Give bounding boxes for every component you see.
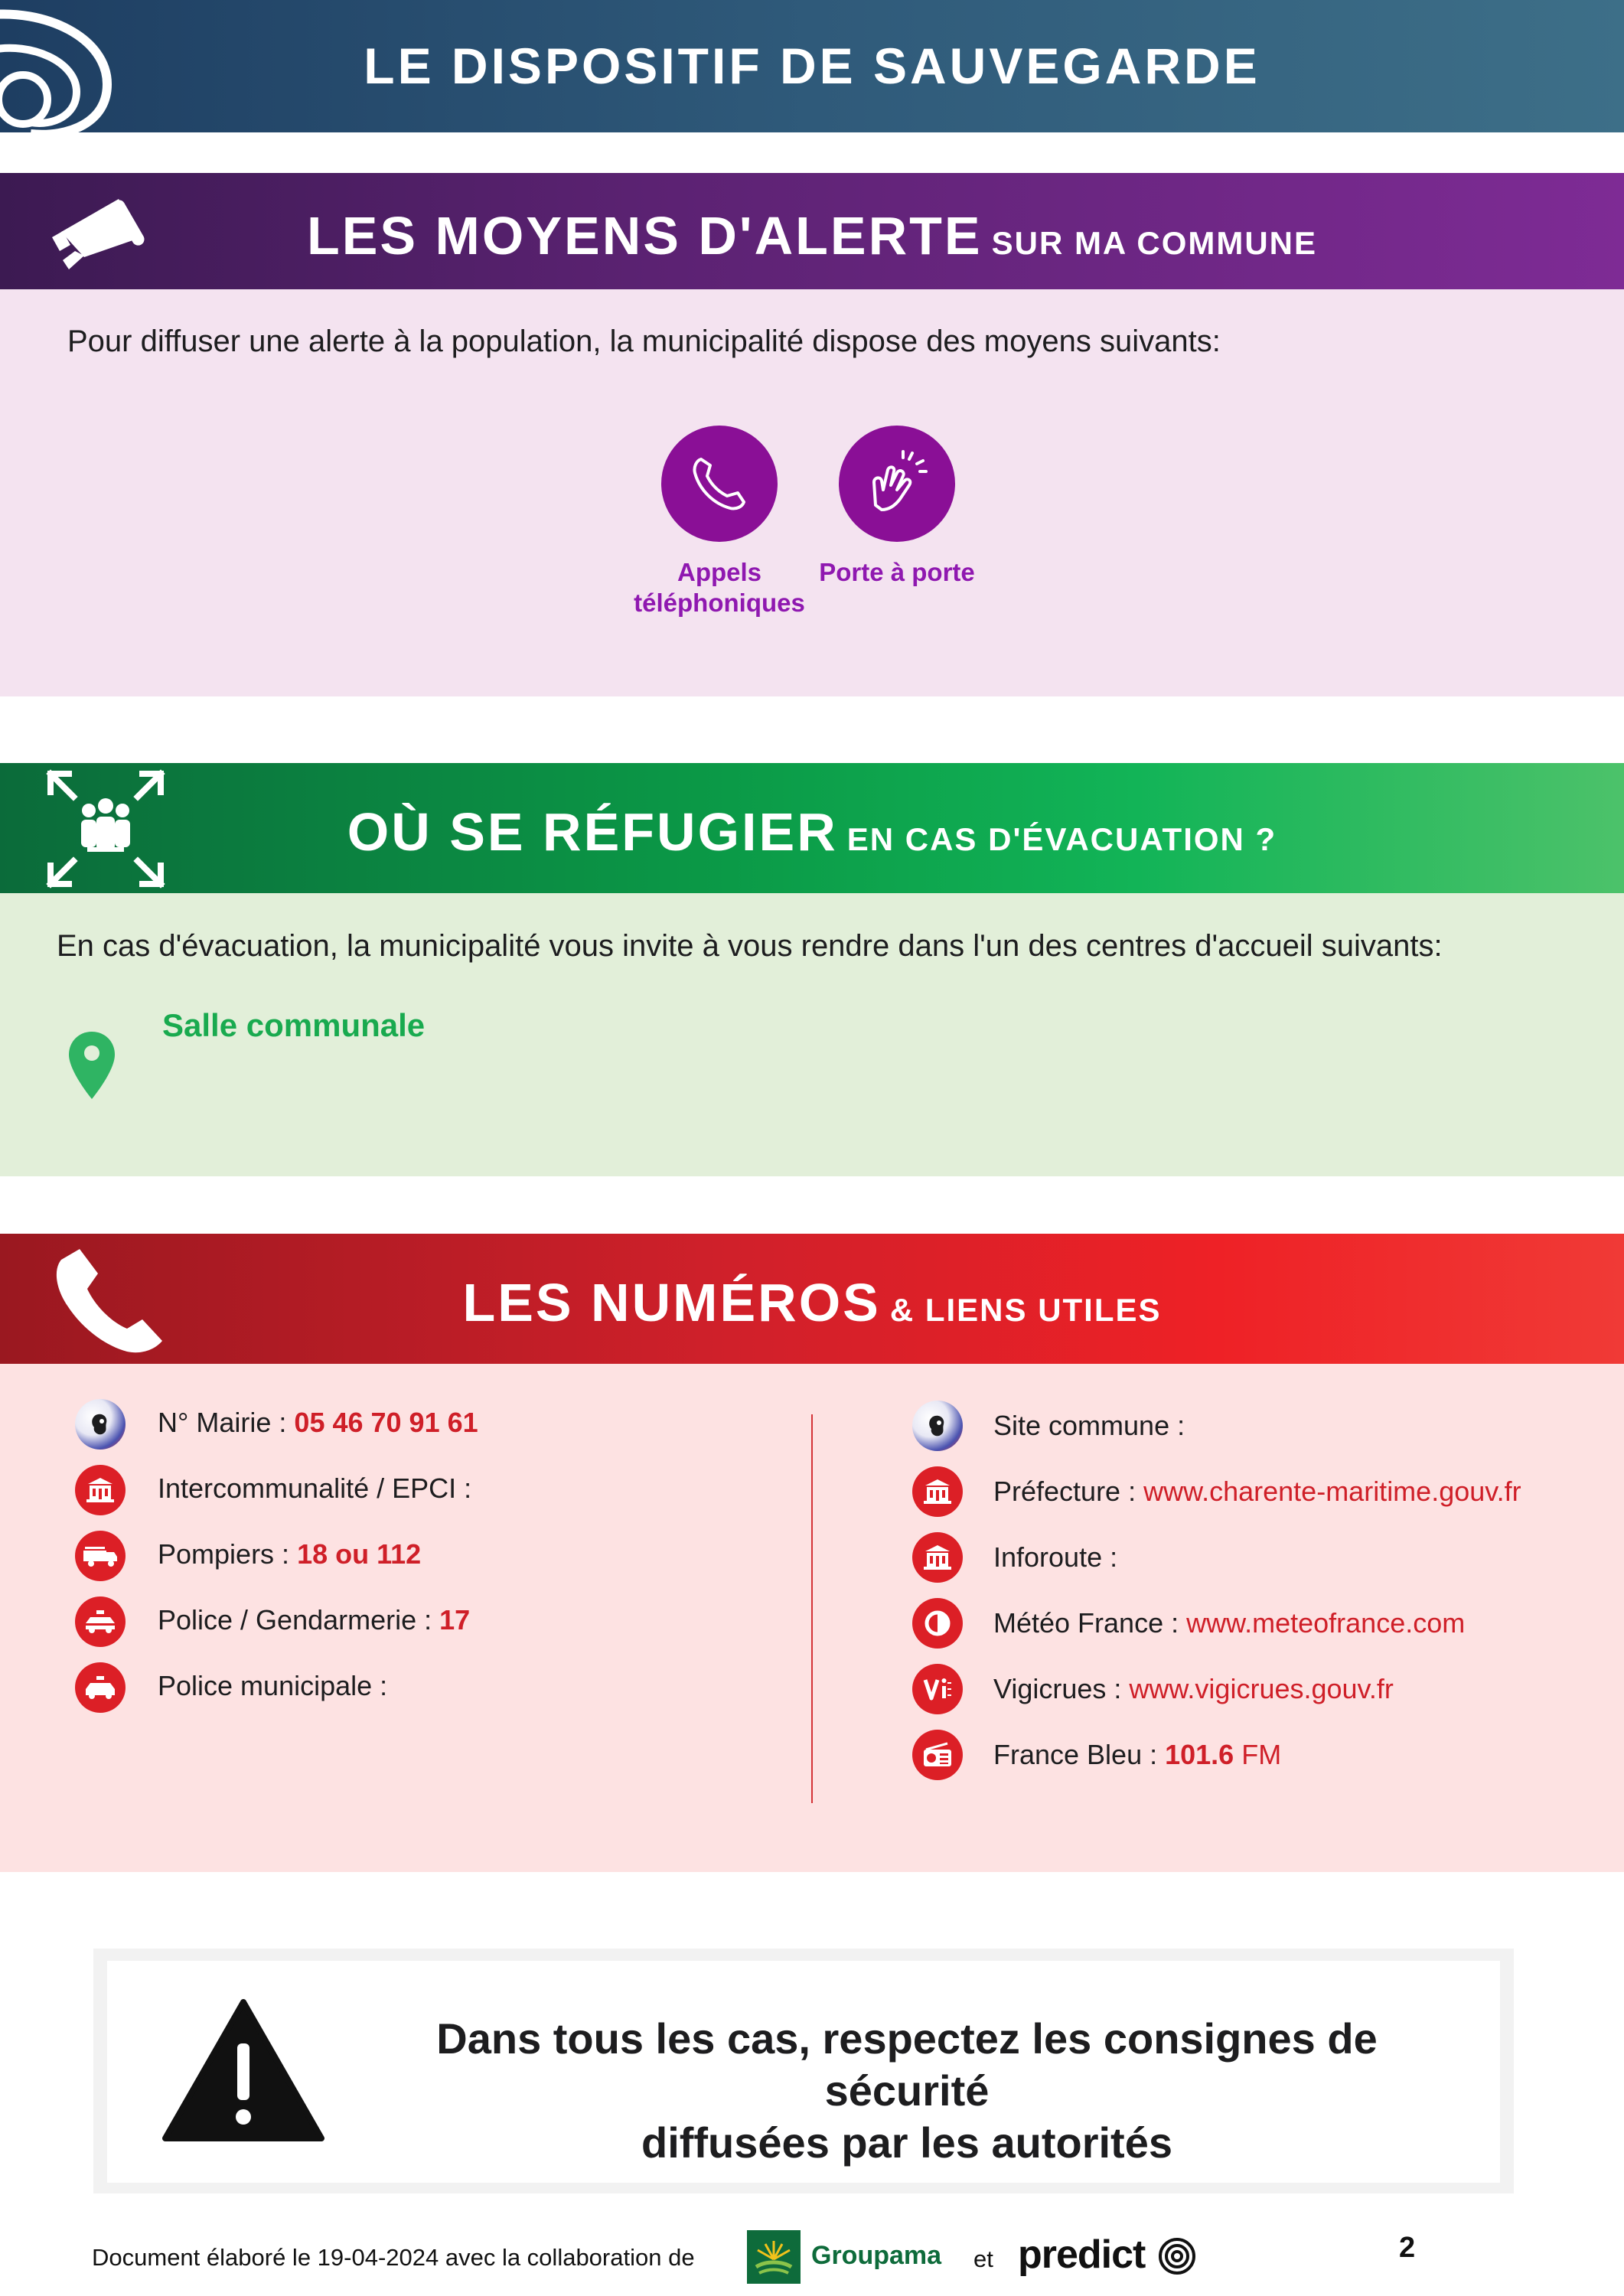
footer-and: et	[973, 2245, 993, 2272]
numbers-section-header	[0, 1234, 1624, 1364]
row-pompiers-value: 18 ou 112	[297, 1538, 422, 1570]
municipal-police-car-icon	[75, 1662, 126, 1713]
row-police-municipale-label: Police municipale :	[158, 1670, 388, 1701]
means-door-label-line1: Porte à porte	[819, 558, 975, 586]
refuge-subtitle: EN CAS D'ÉVACUATION ?	[846, 821, 1277, 857]
column-divider	[811, 1414, 813, 1803]
numbers-subtitle: & LIENS UTILES	[889, 1292, 1162, 1328]
row-meteo-france	[993, 1607, 1465, 1639]
row-police-value: 17	[439, 1604, 471, 1636]
row-france-bleu	[993, 1739, 1281, 1771]
prefecture-link[interactable]: www.charente-maritime.gouv.fr	[1143, 1476, 1521, 1507]
means-phone-label-line2: téléphoniques	[634, 589, 805, 617]
groupama-logo-icon	[747, 2230, 801, 2284]
prefecture-icon	[912, 1466, 963, 1517]
france-bleu-unit: FM	[1234, 1739, 1282, 1770]
row-prefecture	[993, 1476, 1521, 1508]
row-pompiers	[158, 1538, 421, 1570]
row-inforoute-label: Inforoute :	[993, 1541, 1118, 1573]
radio-icon	[912, 1730, 963, 1780]
row-epci	[158, 1473, 471, 1505]
row-mairie-label: N° Mairie :	[158, 1407, 295, 1438]
police-car-icon	[75, 1596, 126, 1647]
inforoute-icon	[912, 1532, 963, 1583]
marianne-icon	[75, 1399, 126, 1450]
row-pompiers-label: Pompiers :	[158, 1538, 298, 1570]
vigicrues-icon	[912, 1664, 963, 1714]
row-site-commune	[993, 1410, 1185, 1442]
row-vigicrues	[993, 1673, 1394, 1705]
refuge-place-0: Salle communale	[162, 1007, 426, 1043]
warning-line-1: Dans tous les cas, respectez les consignes de sécurité	[436, 2014, 1378, 2115]
meteo-france-icon	[912, 1598, 963, 1649]
predict-wordmark: predict	[1018, 2232, 1146, 2277]
page-title: LE DISPOSITIF DE SAUVEGARDE	[364, 38, 1260, 94]
row-police-municipale	[158, 1670, 387, 1702]
row-police-label: Police / Gendarmerie :	[158, 1604, 440, 1636]
row-meteo-france-label: Météo France :	[993, 1607, 1187, 1639]
alert-subtitle: SUR MA COMMUNE	[991, 225, 1318, 261]
alert-section-header	[0, 173, 1624, 289]
fire-truck-icon	[75, 1531, 126, 1581]
marianne-icon	[912, 1401, 963, 1451]
france-bleu-frequency: 101.6	[1165, 1739, 1234, 1770]
refuge-section-header	[0, 763, 1624, 893]
map-pin-icon	[67, 1030, 116, 1101]
row-prefecture-label: Préfecture :	[993, 1476, 1144, 1507]
warning-message	[360, 2013, 1454, 2169]
phone-icon	[661, 426, 778, 542]
means-door-to-door-label	[797, 557, 996, 588]
footer-credit: Document élaboré le 19-04-2024 avec la collaboration de	[92, 2244, 695, 2271]
row-site-commune-label: Site commune :	[993, 1410, 1185, 1441]
warning-line-2: diffusées par les autorités	[641, 2118, 1172, 2167]
predict-spiral-icon	[1157, 2236, 1197, 2276]
groupama-wordmark: Groupama	[811, 2241, 942, 2270]
row-inforoute	[993, 1541, 1117, 1574]
refuge-title: OÙ SE RÉFUGIER	[347, 802, 838, 862]
meteo-france-link[interactable]: www.meteofrance.com	[1186, 1607, 1466, 1639]
means-phone	[661, 426, 778, 542]
means-phone-label-line1: Appels	[677, 558, 762, 586]
town-hall-icon	[75, 1465, 126, 1515]
row-mairie	[158, 1407, 478, 1439]
row-france-bleu-label: France Bleu :	[993, 1739, 1166, 1770]
row-mairie-value: 05 46 70 91 61	[294, 1407, 478, 1438]
page-number: 2	[1399, 2232, 1416, 2264]
means-phone-label	[620, 557, 819, 618]
warning-triangle-icon	[161, 1998, 326, 2144]
alert-intro: Pour diffuser une alerte à la population, la municipalité dispose des moyens suivants:	[67, 325, 1221, 358]
means-door-to-door	[839, 426, 955, 542]
numbers-title: LES NUMÉROS	[462, 1273, 881, 1332]
refuge-intro: En cas d'évacuation, la municipalité vous invite à vous rendre dans l'un des centres d'accueil suivants:	[57, 929, 1443, 963]
row-vigicrues-label: Vigicrues :	[993, 1673, 1130, 1704]
row-police	[158, 1604, 470, 1636]
alert-title: LES MOYENS D'ALERTE	[306, 206, 983, 266]
knock-hand-icon	[839, 426, 955, 542]
vigicrues-link[interactable]: www.vigicrues.gouv.fr	[1129, 1673, 1394, 1704]
row-epci-label: Intercommunalité / EPCI :	[158, 1473, 472, 1504]
